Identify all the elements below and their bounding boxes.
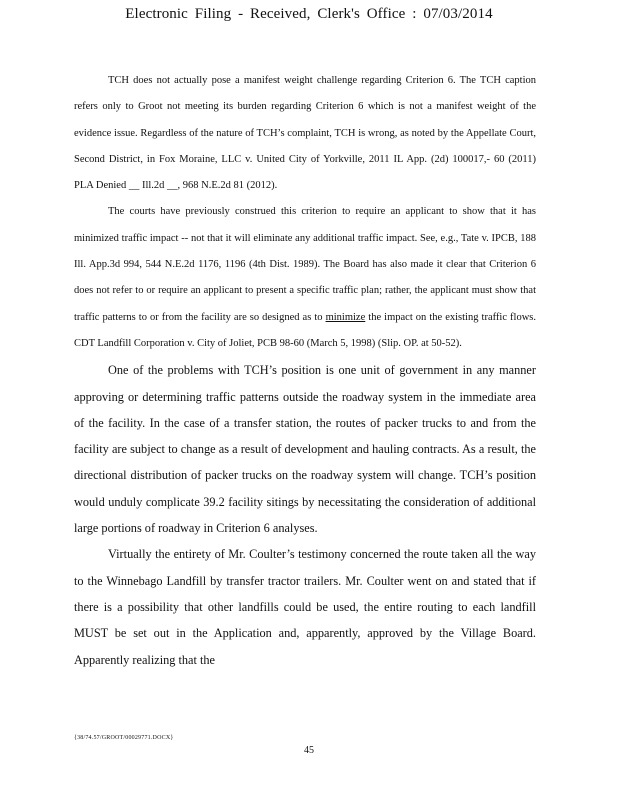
paragraph-coulter-testimony: Virtually the entirety of Mr. Coulter’s testimony concerned the route taken all the way to the Winnebago Landfill by transfer tractor trailers. Mr. Coulter went on and stated that if there is a possibility that other landfills could be used, the entire routing to each landfill MUST be set out in the Application and, apparently, approved by the Village Board. Apparently realizing that the [74,547,536,667]
paragraph-courts-construed [74,199,536,357]
paragraph-courts-construed-text: The courts have previously construed this criterion to require an applicant to show that it has minimized traffic impact -- not that it will eliminate any additional traffic impact. See, e.g., Tate v. IPCB, 188 Ill. App.3d 994, 544 N.E.2d 1176, 1196 (4th Dist. 1989). The Board has also made it clear that Criterion 6 does not refer to or require an applicant to present a specific traffic plan; rather, the applicant must show that traffic patterns to or from the facility are so designed as to [74,206,536,323]
paragraph-courts-construed-tail: the impact on the existing traffic flows. CDT Landfill Corporation v. City of Joliet, PCB 98-60 (March 5, 1998) (Slip. OP. at 50-52). [74,311,536,349]
document-id-footer: {38/74.57/GROOT/00029771.DOCX} [74,735,174,741]
page-number: 45 [304,745,314,756]
filing-stamp-header: Electronic Filing - Received, Clerk's Office : 07/03/2014 [125,6,493,22]
paragraph-criterion-6: TCH does not actually pose a manifest weight challenge regarding Criterion 6. The TCH caption refers only to Groot not meeting its burden regarding Criterion 6 which is not a manifest weight of the evidence issue. Regardless of the nature of TCH’s complaint, TCH is wrong, as noted by the Appellate Court, Second District, in Fox Moraine, LLC v. United City of Yorkville, 2011 IL App. (2d) 100017,- 60 (2011) PLA Denied __ Ill.2d __, 968 N.E.2d 81 (2012). [74,75,536,192]
paragraph-problems-with-position: One of the problems with TCH’s position is one unit of government in any manner approving or determining traffic patterns outside the roadway system in the immediate area of the facility. In the case of a transfer station, the routes of packer trucks to and from the facility are subject to change as a result of development and hauling contracts. As a result, the directional distribution of packer trucks on the roadway system will change. TCH’s position would unduly complicate 39.2 facility sitings by necessitating the consideration of additional large portions of roadway in Criterion 6 analyses. [74,363,536,536]
underlined-minimize: minimize [325,311,366,323]
document-body [74,68,536,673]
